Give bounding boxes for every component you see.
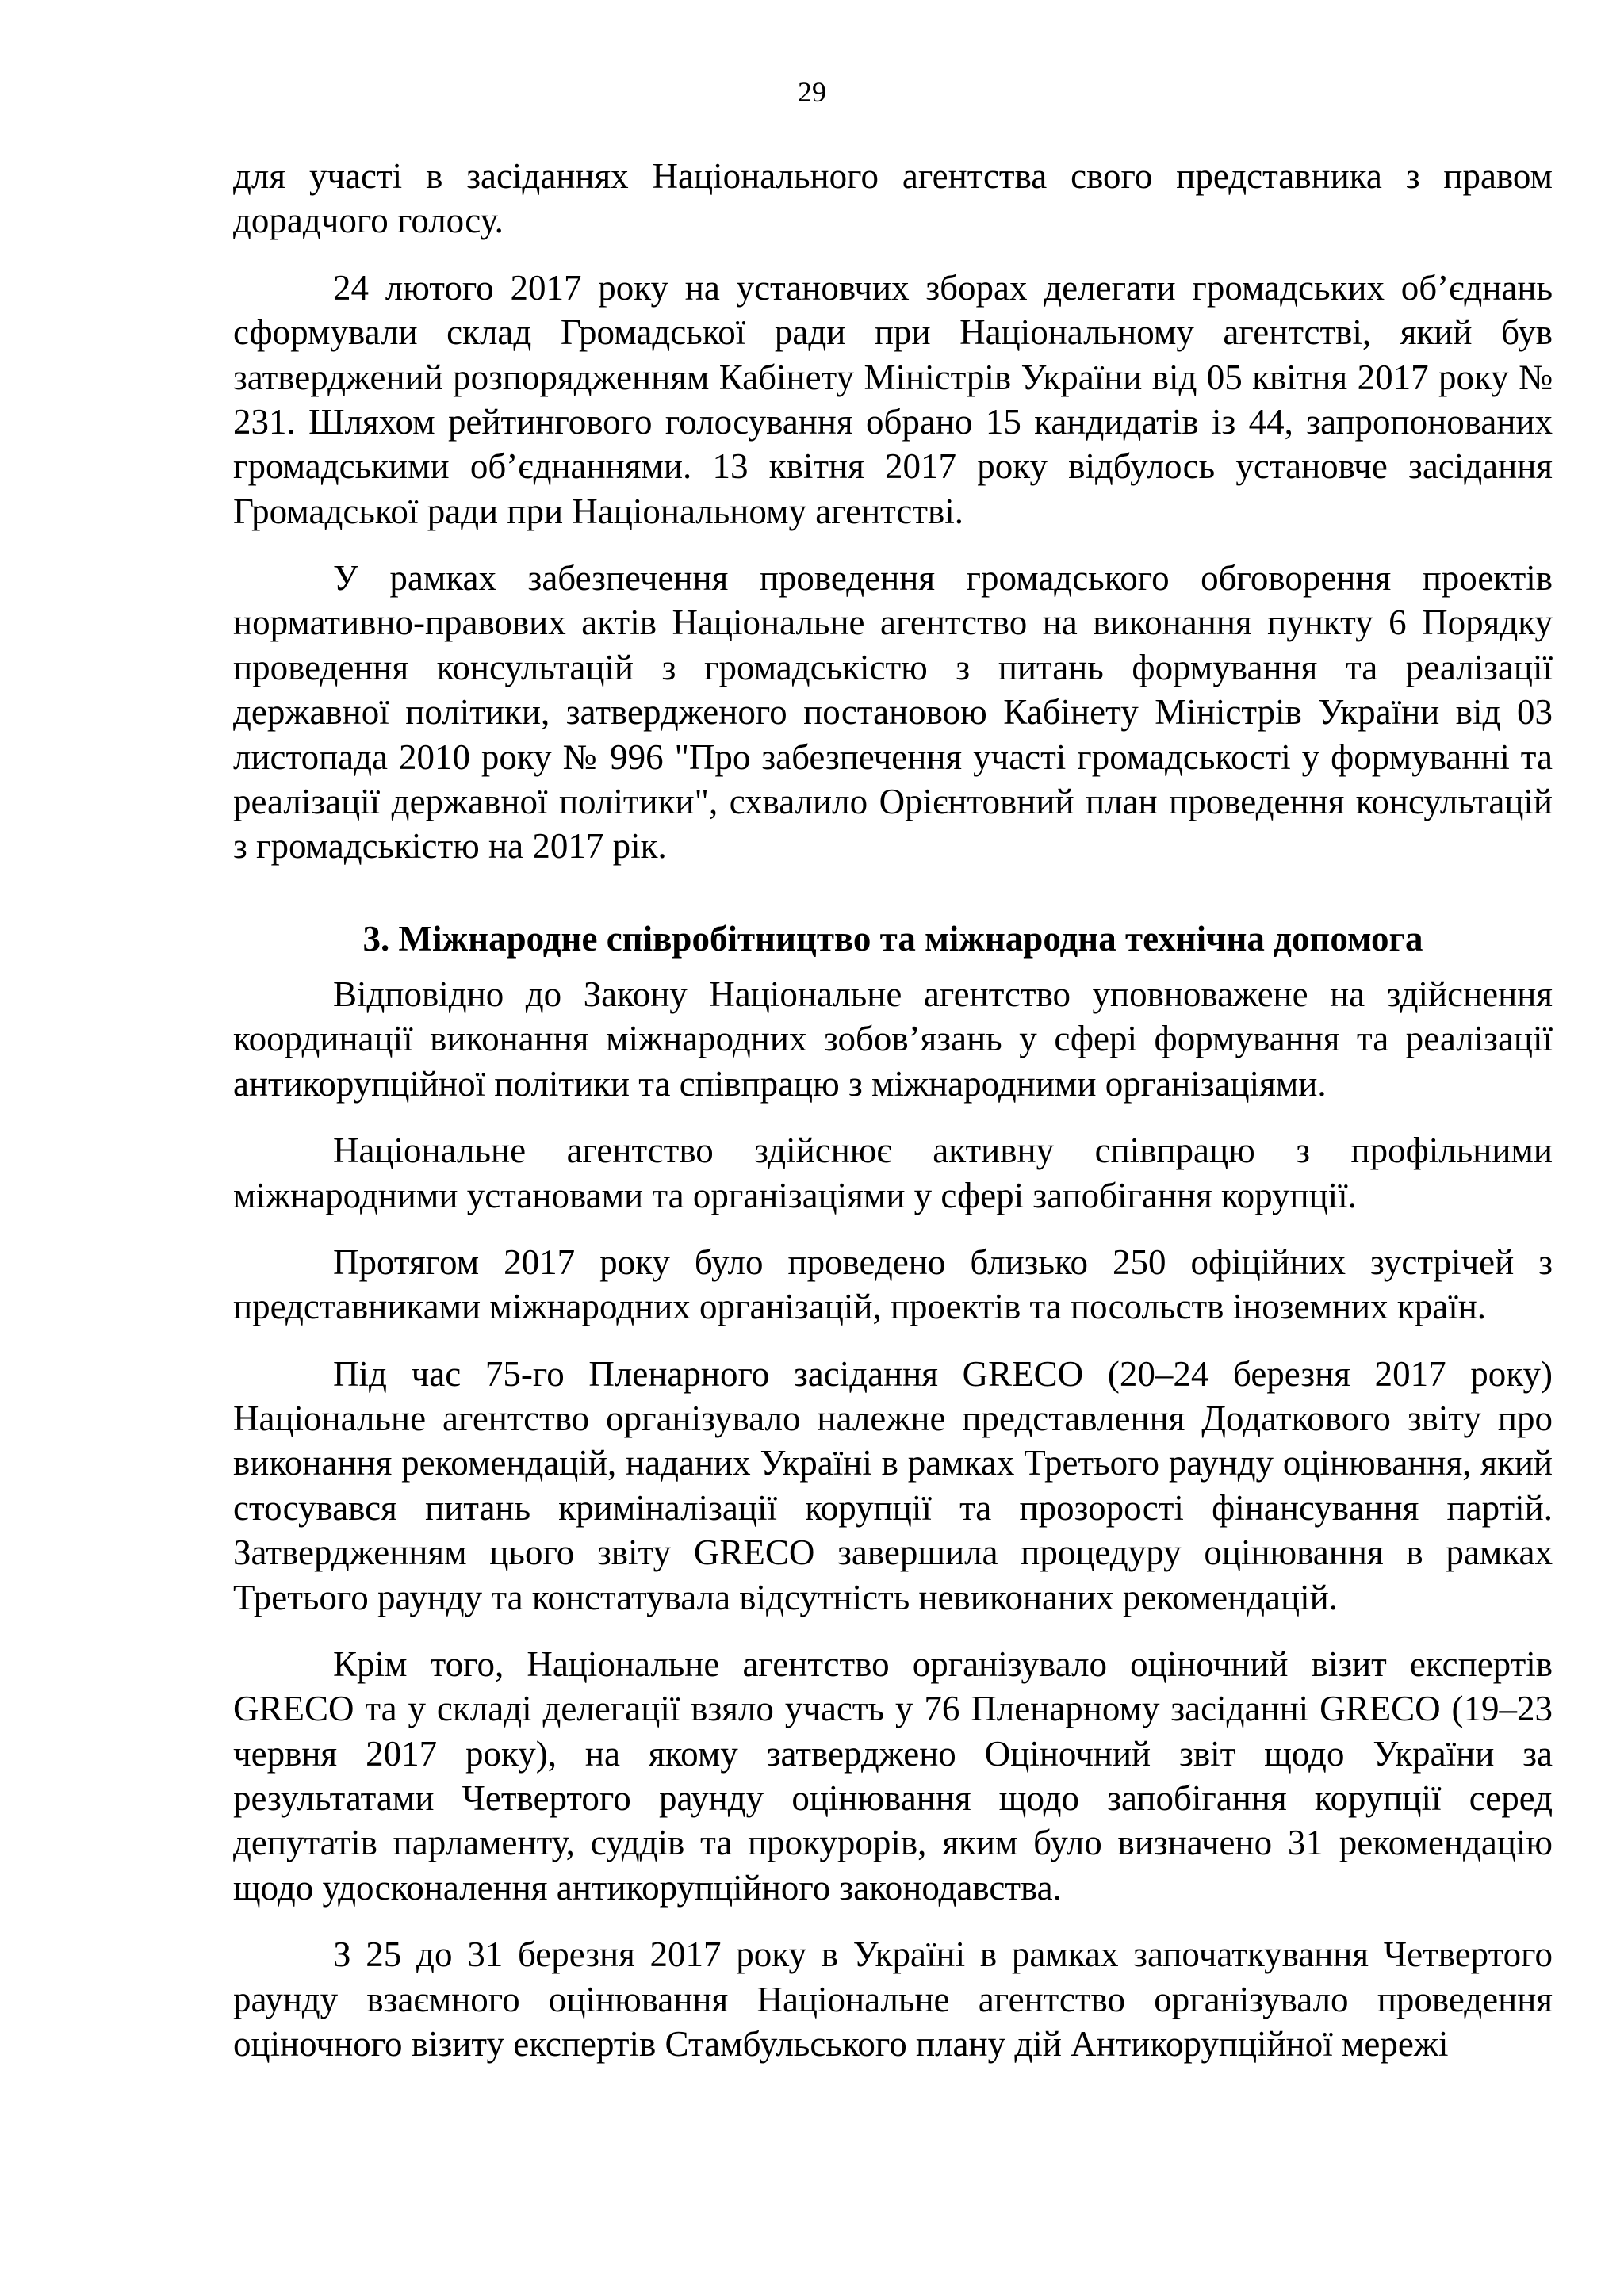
paragraph-public-council: 24 лютого 2017 року на установчих зборах делегати громадських об’єднань сформували склад Громадської ради при Національному агентстві, який був затверджений розпорядженням Кабінету Міністрів України від 05 квітня 2017 року № 231. Шляхом рейтингового голосування обрано 15 кандидатів із 44, запропонованих громадськими об’єднаннями. 13 квітня 2017 року відбулось установче засідання Громадської ради при Національному агентстві. [233,267,1553,531]
paragraph-istanbul-plan: З 25 до 31 березня 2017 року в Україні в рамках започаткування Четвертого раунду взаємного оцінювання Національне агентство організувало проведення оціночного візиту експертів Стамбульського плану дій Антикорупційної мережі [233,1934,1553,2064]
paragraph-meetings: Протягом 2017 року було проведено близько 250 офіційних зустрічей з представниками міжнародних організацій, проектів та посольств іноземних країн. [233,1242,1553,1327]
document-body [233,154,1553,2088]
paragraph-mandate: Відповідно до Закону Національне агентство уповноважене на здійснення координації виконання міжнародних зобов’язань у сфері формування та реалізації антикорупційної політики та співпрацю з міжнародними організаціями. [233,974,1553,1104]
paragraph-continuation: для участі в засіданнях Національного агентства свого представника з правом дорадчого голосу. [233,156,1553,241]
page-number: 29 [798,76,826,108]
paragraph-cooperation: Національне агентство здійснює активну співпрацю з профільними міжнародними установами та організаціями у сфері запобігання корупції. [233,1131,1553,1215]
section-heading: 3. Міжнародне співробітництво та міжнародна технічна допомога [362,918,1423,959]
paragraph-public-consultations: У рамках забезпечення проведення громадського обговорення проектів нормативно-правових актів Національне агентство на виконання пункту 6 Порядку проведення консультацій з громадськістю з питань формування та реалізації державної політики, затвердженого постановою Кабінету Міністрів України від 03 листопада 2010 року № 996 "Про забезпечення участі громадськості у формуванні та реалізації державної політики", схвалило Орієнтовний план проведення консультацій з громадськістю на 2017 рік. [233,558,1553,867]
paragraph-greco-75: Під час 75-го Пленарного засідання GRECO (20–24 березня 2017 року) Національне агентство організувало належне представлення Додаткового звіту про виконання рекомендацій, наданих Україні в рамках Третього раунду оцінювання, який стосувався питань криміналізації корупції та прозорості фінансування партій. Затвердженням цього звіту GRECO завершила процедуру оцінювання в рамках Третього раунду та констатувала відсутність невиконаних рекомендацій. [233,1353,1553,1617]
paragraph-greco-76: Крім того, Національне агентство організувало оціночний візит експертів GRECO та у складі делегації взяло участь у 76 Пленарному засіданні GRECO (19–23 червня 2017 року), на якому затверджено Оціночний звіт щодо України за результатами Четвертого раунду оцінювання щодо запобігання корупції серед депутатів парламенту, суддів та прокурорів, яким було визначено 31 рекомендацію щодо удосконалення антикорупційного законодавства. [233,1644,1553,1908]
